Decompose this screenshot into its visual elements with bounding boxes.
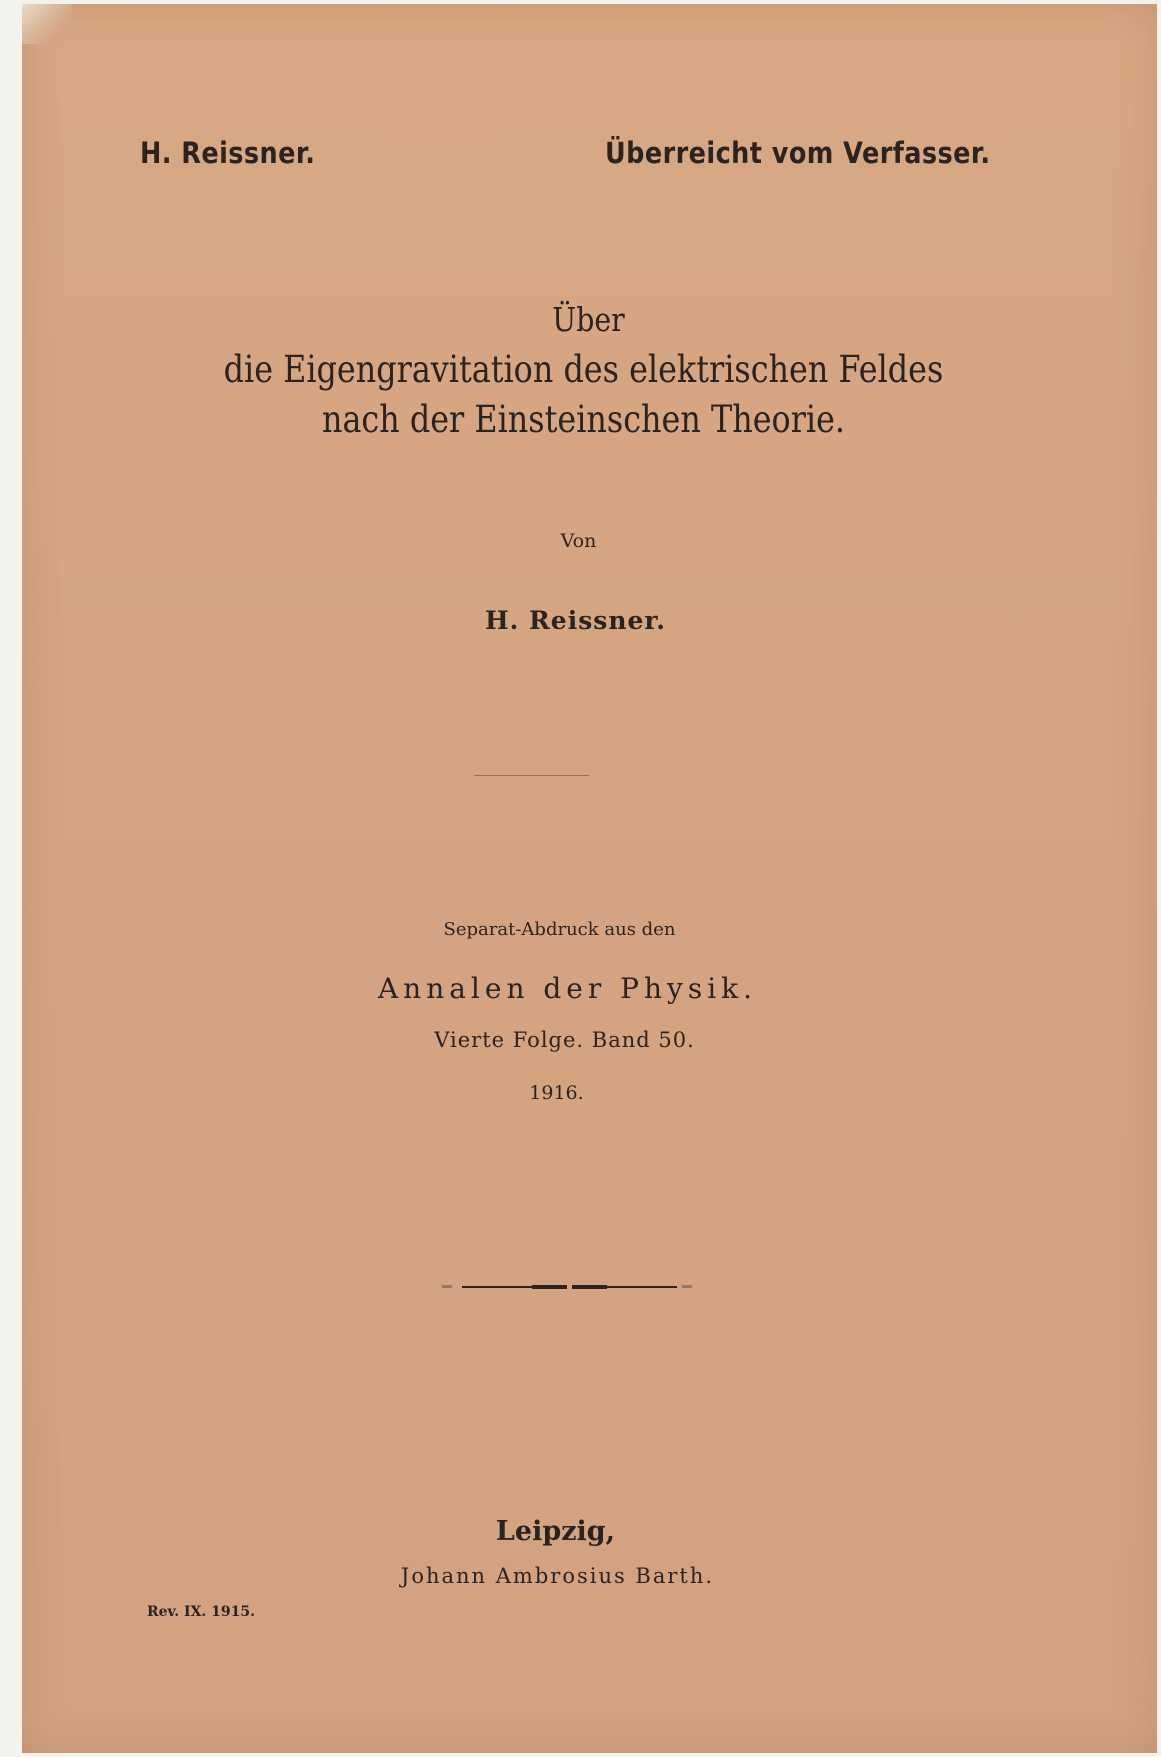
ornamental-divider bbox=[442, 1285, 692, 1289]
title-page bbox=[22, 4, 1157, 1753]
von-label: Von bbox=[560, 530, 597, 552]
header-author: H. Reissner. bbox=[140, 136, 316, 170]
byline-author: H. Reissner. bbox=[484, 606, 667, 635]
header-dedication: Überreicht vom Verfasser. bbox=[605, 136, 991, 170]
publication-year: 1916. bbox=[529, 1082, 584, 1104]
title-line-2: die Eigengravitation des elektrischen Feldes bbox=[223, 348, 944, 391]
imprint-city: Leipzig, bbox=[495, 1516, 616, 1547]
imprint-publisher: Johann Ambrosius Barth. bbox=[400, 1564, 715, 1588]
revision-note: Rev. IX. 1915. bbox=[147, 1604, 256, 1620]
journal-volume: Vierte Folge. Band 50. bbox=[434, 1028, 695, 1052]
short-divider bbox=[474, 775, 589, 776]
separat-line: Separat-Abdruck aus den bbox=[443, 919, 676, 940]
title-line-3: nach der Einsteinschen Theorie. bbox=[321, 398, 846, 441]
journal-name: Annalen der Physik. bbox=[377, 972, 758, 1005]
title-line-1: Über bbox=[552, 300, 625, 339]
